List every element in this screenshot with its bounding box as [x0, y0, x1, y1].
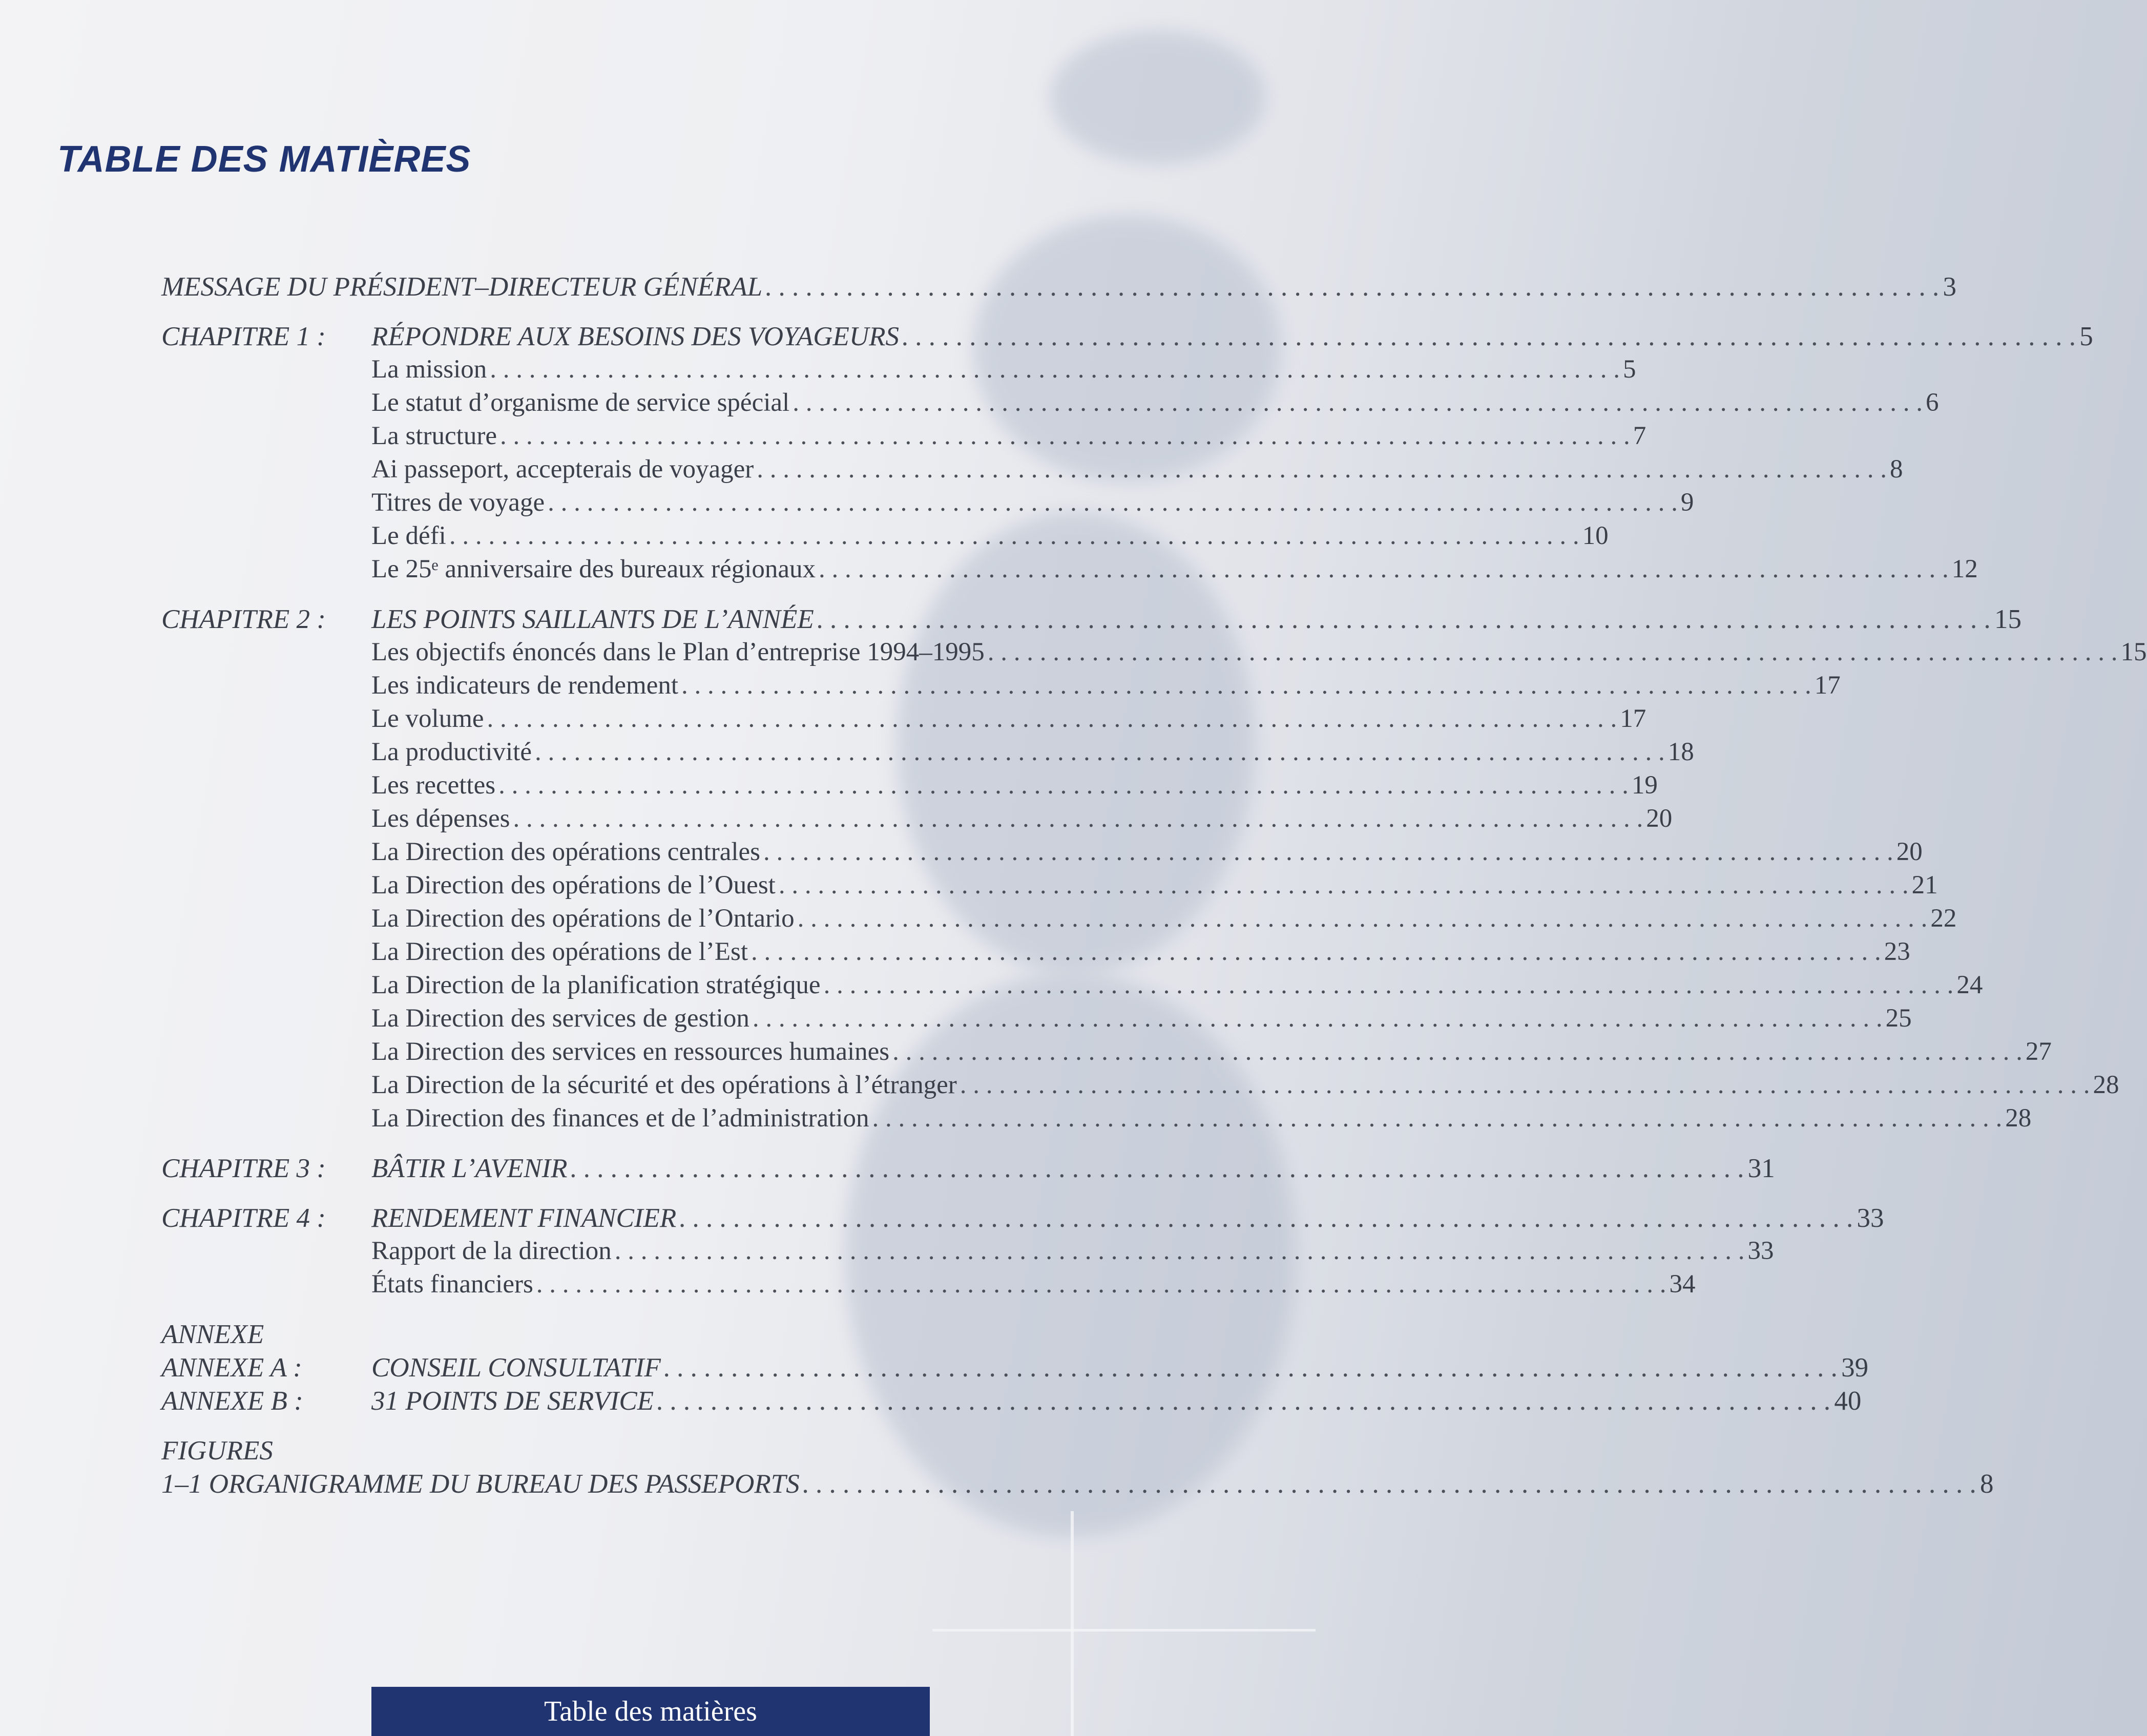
- toc-page-number: 5: [1623, 355, 1636, 384]
- toc-page-number: 15: [1994, 604, 2022, 634]
- leader-dots: [803, 1469, 1977, 1499]
- toc-section-entry[interactable]: [161, 770, 1658, 804]
- section-title: États financiers: [371, 1270, 533, 1299]
- section-title: La Direction des services de gestion: [371, 1004, 749, 1033]
- toc-page-number: 7: [1633, 422, 1646, 450]
- toc-section-entry[interactable]: [161, 454, 1903, 488]
- toc-section-entry[interactable]: [161, 671, 1841, 704]
- toc-page-number: 24: [1956, 971, 1983, 999]
- toc-section-entry[interactable]: [161, 704, 1646, 737]
- toc-section-entry[interactable]: [161, 804, 1673, 837]
- toc-page-number: 17: [1620, 704, 1646, 733]
- toc-page-number: 33: [1747, 1237, 1774, 1265]
- toc-page-number: 33: [1857, 1203, 1884, 1233]
- figures-heading: FIGURES: [161, 1436, 273, 1466]
- figure-title: 1–1 ORGANIGRAMME DU BUREAU DES PASSEPORTS: [161, 1469, 800, 1499]
- leader-dots: [779, 870, 1909, 900]
- section-title: La Direction des opérations de l’Ontario: [371, 904, 795, 933]
- toc-page-number: 28: [2093, 1071, 2119, 1099]
- section-title: La Direction des opérations centrales: [371, 838, 761, 866]
- toc-page-number: 21: [1911, 871, 1938, 900]
- leader-dots: [536, 1269, 1666, 1299]
- toc-page-number: 10: [1582, 521, 1609, 550]
- section-title: La Direction des finances et de l’administration: [371, 1104, 869, 1133]
- toc-page-number: 8: [1980, 1469, 1994, 1499]
- section-title: Les objectifs énoncés dans le Plan d’entreprise 1994–1995: [371, 638, 985, 666]
- section-title: La Direction des services en ressources humaines: [371, 1037, 890, 1066]
- section-title: La Direction des opérations de l’Ouest: [371, 871, 776, 900]
- toc-section-entry[interactable]: [161, 870, 1938, 904]
- chapter-1-sections: [161, 354, 1978, 588]
- leader-dots: [872, 1103, 2003, 1133]
- toc-chapter-1[interactable]: [161, 321, 2093, 354]
- toc-page-number: 17: [1814, 671, 1841, 700]
- chapter-2-sections: [161, 637, 2147, 1137]
- toc-section-entry[interactable]: [161, 388, 1939, 421]
- section-title: Les indicateurs de rendement: [371, 671, 679, 700]
- toc-section-entry[interactable]: [161, 1070, 2119, 1103]
- chapter-title: LES POINTS SAILLANTS DE L’ANNÉE: [371, 604, 814, 634]
- leader-dots: [449, 521, 1579, 551]
- section-title: Le 25ᵉ anniversaire des bureaux régionaux: [371, 555, 816, 583]
- leader-dots: [793, 388, 1923, 417]
- leader-dots: [535, 737, 1665, 767]
- section-title: La Direction des opérations de l’Est: [371, 937, 748, 966]
- leader-dots: [819, 554, 1949, 584]
- toc-section-entry[interactable]: [161, 354, 1636, 388]
- toc-entry-message[interactable]: [161, 271, 1956, 305]
- chapter-label: CHAPITRE 1 :: [161, 322, 326, 351]
- annexe-label: ANNEXE A :: [161, 1353, 302, 1383]
- section-title: Le statut d’organisme de service spécial: [371, 388, 790, 417]
- toc-page-number: 19: [1631, 771, 1658, 800]
- leader-dots: [824, 970, 1954, 1000]
- toc-figure-1[interactable]: [161, 1469, 1994, 1502]
- annexe-label: ANNEXE B :: [161, 1386, 303, 1416]
- toc-page-number: 20: [1646, 804, 1673, 833]
- leader-dots: [902, 321, 2076, 352]
- toc-section-entry[interactable]: [161, 554, 1978, 588]
- annexe-heading: ANNEXE: [161, 1320, 264, 1349]
- section-title: Le volume: [371, 704, 484, 733]
- toc-section-entry[interactable]: [161, 1269, 1696, 1303]
- leader-dots: [681, 671, 1811, 700]
- toc-annexe-a[interactable]: [161, 1352, 1869, 1386]
- chapter-label: CHAPITRE 3 :: [161, 1154, 326, 1183]
- section-title: Le défi: [371, 521, 446, 550]
- section-title: Les recettes: [371, 771, 496, 800]
- toc-page-number: 39: [1841, 1353, 1869, 1383]
- toc-page-number: 5: [2079, 322, 2093, 351]
- chapter-title: RÉPONDRE AUX BESOINS DES VOYAGEURS: [371, 322, 900, 351]
- toc-page-number: 18: [1667, 738, 1694, 766]
- leader-dots: [571, 1153, 1745, 1184]
- section-title: Rapport de la direction: [371, 1237, 612, 1265]
- leader-dots: [679, 1203, 1853, 1233]
- section-title: Les dépenses: [371, 804, 510, 833]
- toc-entry-title: MESSAGE DU PRÉSIDENT–DIRECTEUR GÉNÉRAL: [161, 272, 763, 302]
- leader-dots: [500, 421, 1630, 451]
- leader-dots: [763, 837, 1893, 867]
- leader-dots: [490, 354, 1620, 384]
- leader-dots: [960, 1070, 2090, 1100]
- toc-page-number: 40: [1834, 1386, 1862, 1416]
- toc-section-entry[interactable]: [161, 421, 1646, 454]
- chapter-title: RENDEMENT FINANCIER: [371, 1203, 677, 1233]
- toc-page-number: 20: [1896, 838, 1923, 866]
- chapter-label: CHAPITRE 2 :: [161, 604, 326, 634]
- toc-page-number: 12: [1951, 555, 1978, 583]
- toc-page-number: 31: [1747, 1154, 1775, 1183]
- toc-section-entry[interactable]: [161, 1103, 2032, 1137]
- toc-page-number: 27: [2025, 1037, 2052, 1066]
- leader-dots: [498, 770, 1629, 800]
- chapter-4-sections: [161, 1236, 1774, 1303]
- toc-section-entry[interactable]: [161, 837, 1923, 870]
- toc-section-entry[interactable]: [161, 904, 1957, 937]
- leader-dots: [751, 937, 1881, 967]
- leader-dots: [664, 1352, 1838, 1383]
- section-title: La Direction de la sécurité et des opérations à l’étranger: [371, 1071, 957, 1099]
- toc-page-number: 23: [1884, 937, 1910, 966]
- leader-dots: [817, 604, 1991, 635]
- toc-page-number: 3: [1943, 272, 1956, 302]
- toc-page-number: 9: [1680, 488, 1694, 517]
- leader-dots: [753, 1003, 1883, 1033]
- leader-dots: [798, 904, 1928, 933]
- toc-page-number: 8: [1890, 455, 1903, 484]
- toc-page-number: 28: [2005, 1104, 2032, 1133]
- toc-chapter-2[interactable]: [161, 604, 2022, 637]
- toc-annexe-b[interactable]: [161, 1386, 1862, 1419]
- annexe-title: 31 POINTS DE SERVICE: [371, 1386, 654, 1416]
- leader-dots: [657, 1386, 1831, 1416]
- footer-banner: Table des matières: [371, 1687, 930, 1736]
- toc-page-number: 34: [1669, 1270, 1696, 1299]
- section-title: La structure: [371, 422, 497, 450]
- leader-dots: [548, 488, 1678, 517]
- page-title: TABLE DES MATIÈRES: [57, 139, 471, 180]
- section-title: La Direction de la planification stratégique: [371, 971, 821, 999]
- toc-section-entry[interactable]: [161, 488, 1694, 521]
- toc-chapter-3[interactable]: [161, 1153, 1775, 1186]
- toc-section-entry[interactable]: [161, 521, 1609, 554]
- toc-section-entry[interactable]: [161, 1037, 2052, 1070]
- chapter-title: BÂTIR L’AVENIR: [371, 1154, 568, 1183]
- chapter-label: CHAPITRE 4 :: [161, 1203, 326, 1233]
- toc-page-number: 15: [2120, 638, 2147, 666]
- table-of-contents: [161, 271, 2147, 1502]
- leader-dots: [765, 271, 1940, 302]
- toc-page-number: 25: [1885, 1004, 1912, 1033]
- toc-chapter-4[interactable]: [161, 1203, 1884, 1236]
- leader-dots: [513, 804, 1643, 833]
- leader-dots: [487, 704, 1617, 734]
- toc-section-entry[interactable]: [161, 937, 1910, 970]
- toc-section-entry[interactable]: [161, 970, 1983, 1003]
- leader-dots: [988, 637, 2118, 667]
- section-title: Ai passeport, accepterais de voyager: [371, 455, 754, 484]
- toc-section-entry[interactable]: [161, 1003, 1912, 1037]
- leader-dots: [757, 454, 1887, 484]
- section-title: La mission: [371, 355, 487, 384]
- leader-dots: [615, 1236, 1745, 1266]
- section-title: La productivité: [371, 738, 532, 766]
- leader-dots: [892, 1037, 2023, 1066]
- toc-page-number: 6: [1925, 388, 1939, 417]
- toc-section-entry[interactable]: [161, 737, 1694, 770]
- toc-page-number: 22: [1930, 904, 1957, 933]
- toc-section-entry[interactable]: [161, 637, 2147, 671]
- annexe-title: CONSEIL CONSULTATIF: [371, 1353, 661, 1383]
- toc-section-entry[interactable]: [161, 1236, 1774, 1269]
- section-title: Titres de voyage: [371, 488, 545, 517]
